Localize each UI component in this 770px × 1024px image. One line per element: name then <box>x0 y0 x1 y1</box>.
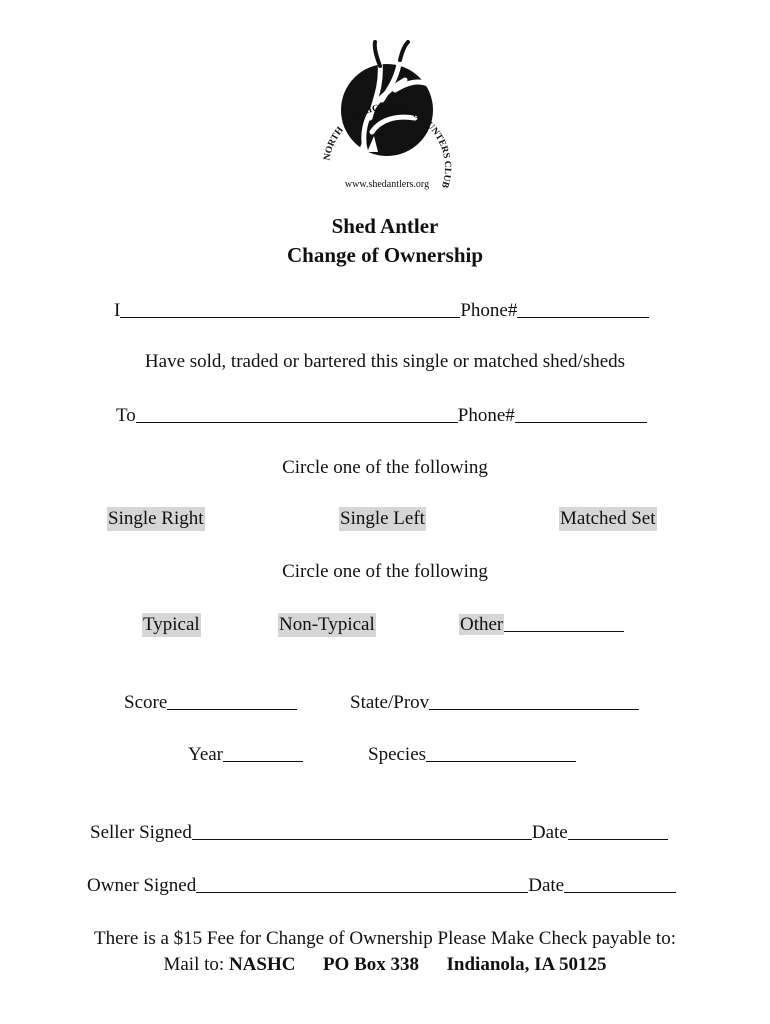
option-other[interactable]: Other <box>460 614 504 635</box>
option-non-typical[interactable]: Non-Typical <box>279 614 375 635</box>
buyer-line <box>116 405 647 427</box>
buyer-name-field[interactable] <box>136 422 458 423</box>
other-field[interactable] <box>504 631 624 632</box>
buyer-phone-field[interactable] <box>515 422 647 423</box>
seller-signature-line <box>90 822 668 844</box>
seller-phone-field[interactable] <box>517 317 649 318</box>
mail-city: Indianola, IA 50125 <box>446 954 607 975</box>
form-title-line1: Shed Antler <box>331 214 439 238</box>
other-line <box>459 613 624 637</box>
species-label: Species <box>368 744 427 765</box>
seller-prefix: I <box>114 300 121 321</box>
antler-emblem-icon <box>320 40 455 195</box>
logo-ring-text-left: NORTH AMERICAN <box>322 102 394 162</box>
option-single-left[interactable]: Single Left <box>340 508 425 529</box>
option-single-right[interactable]: Single Right <box>108 508 204 529</box>
logo-url: www.shedantlers.org <box>344 179 430 190</box>
species-field[interactable] <box>426 761 576 762</box>
circle-prompt-type: Circle one of the following <box>282 561 488 582</box>
owner-date-field[interactable] <box>564 892 676 893</box>
species-line <box>368 744 576 766</box>
circle-prompt-shed: Circle one of the following <box>282 457 488 478</box>
score-label: Score <box>124 692 168 713</box>
state-label: State/Prov <box>350 692 430 713</box>
buyer-prefix: To <box>116 405 136 426</box>
year-line <box>188 744 303 766</box>
owner-signature-line <box>87 875 676 897</box>
mail-address <box>0 954 770 976</box>
fee-notice: There is a $15 Fee for Change of Ownership Please Make Check payable to: <box>94 928 676 949</box>
seller-name-field[interactable] <box>120 317 460 318</box>
option-matched-set[interactable]: Matched Set <box>560 508 656 529</box>
state-field[interactable] <box>429 709 639 710</box>
owner-signed-label: Owner Signed <box>87 875 197 896</box>
seller-date-field[interactable] <box>568 839 668 840</box>
club-logo <box>320 40 455 195</box>
seller-date-label: Date <box>531 822 568 843</box>
logo-ring-text-right: SHED HUNTERS CLUB <box>393 103 453 189</box>
mail-org: NASHC <box>228 954 296 975</box>
state-line <box>350 692 639 714</box>
owner-signature-field[interactable] <box>196 892 528 893</box>
option-typical[interactable]: Typical <box>143 614 200 635</box>
owner-date-label: Date <box>528 875 565 896</box>
sale-statement: Have sold, traded or bartered this single or matched shed/sheds <box>144 351 626 372</box>
year-field[interactable] <box>223 761 303 762</box>
score-line <box>124 692 297 714</box>
seller-phone-label: Phone# <box>460 300 518 321</box>
year-label: Year <box>188 744 224 765</box>
form-title-line2: Change of Ownership <box>286 243 484 267</box>
score-field[interactable] <box>167 709 297 710</box>
mail-label: Mail to: <box>163 954 225 975</box>
seller-signed-label: Seller Signed <box>90 822 192 843</box>
buyer-phone-label: Phone# <box>457 405 515 426</box>
seller-signature-field[interactable] <box>192 839 532 840</box>
seller-line <box>114 300 649 322</box>
mail-po-box: PO Box 338 <box>322 954 420 975</box>
